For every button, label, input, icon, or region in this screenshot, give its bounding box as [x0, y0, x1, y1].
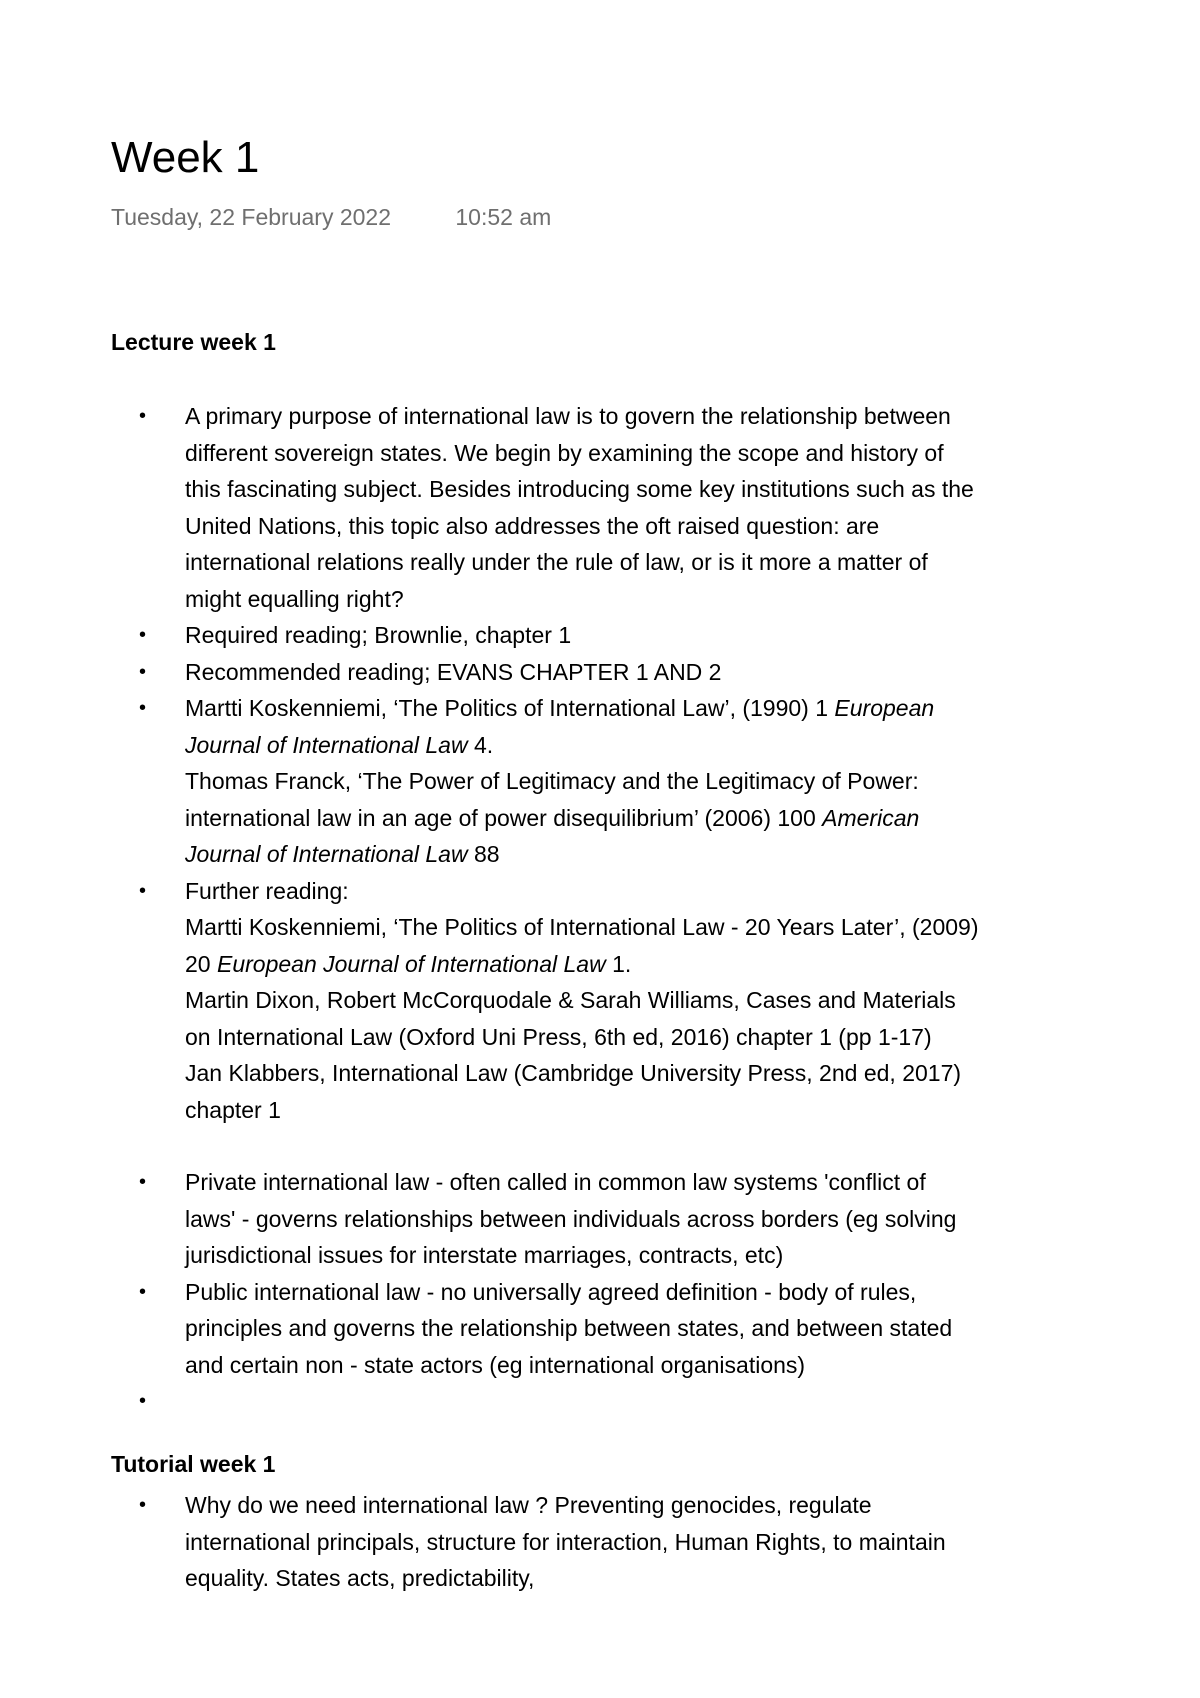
text-line: Further reading: [185, 877, 349, 904]
citation-text: Martti Koskenniemi, ‘The Politics of International Law’, (1990) 1 [185, 695, 835, 721]
text-line: United Nations, this topic also addresses the oft raised question: are [185, 512, 880, 539]
bullet-icon: • [139, 697, 147, 719]
text-line: Private international law - often called in common law systems 'conflict of [185, 1169, 926, 1195]
list-item-required-reading [111, 617, 1131, 654]
list-item-why-international-law [111, 1487, 1131, 1597]
list-item-koskenniemi [111, 690, 1131, 873]
text-line: Thomas Franck, ‘The Power of Legitimacy and the Legitimacy of Power: [185, 768, 919, 794]
list-item-recommended-reading [111, 654, 1131, 691]
text-line: Recommended reading; EVANS CHAPTER 1 AND 2 [185, 658, 722, 685]
text-line [185, 727, 1131, 764]
bullet-icon: • [139, 1494, 147, 1516]
text-line: Why do we need international law ? Preventing genocides, regulate [185, 1492, 872, 1518]
list-item-purpose [111, 398, 1131, 617]
bullet-icon: • [139, 660, 147, 683]
text-line: jurisdictional issues for interstate marriages, contracts, etc) [185, 1242, 784, 1268]
page-title: Week 1 [111, 133, 260, 182]
citation-text: international law in an age of power disequilibrium’ (2006) 100 [185, 804, 823, 831]
text-line: might equalling right? [185, 585, 404, 612]
tutorial-bullet-list [111, 1487, 1131, 1597]
journal-title: Journal of International Law [185, 841, 468, 867]
text-line: different sovereign states. We begin by examining the scope and history of [185, 439, 944, 466]
journal-title: European [834, 695, 935, 721]
bullet-icon: • [139, 405, 147, 427]
note-page [111, 0, 1131, 1698]
citation-text: 88 [467, 841, 500, 867]
text-line [185, 690, 1131, 727]
list-item-further-reading [111, 873, 1131, 1129]
text-line [185, 800, 1131, 837]
text-line: laws' - governs relationships between individuals across borders (eg solving [185, 1205, 957, 1232]
citation-text: 1. [605, 950, 632, 977]
bullet-icon: • [139, 1390, 147, 1412]
tutorial-heading: Tutorial week 1 [111, 1451, 276, 1477]
bullet-icon: • [139, 624, 147, 646]
list-item-public-law [111, 1274, 1131, 1384]
text-line [185, 836, 1131, 873]
text-line: on International Law (Oxford Uni Press, 6th ed, 2016) chapter 1 (pp 1-17) [185, 1023, 932, 1050]
citation-text: 4. [467, 731, 494, 758]
text-line: equality. States acts, predictability, [185, 1565, 535, 1591]
page-meta [111, 204, 551, 232]
text-line: international principals, structure for interaction, Human Rights, to maintain [185, 1528, 946, 1555]
text-line: international relations really under the rule of law, or is it more a matter of [185, 549, 928, 575]
text-line: Martti Koskenniemi, ‘The Politics of International Law - 20 Years Later’, (2009) [185, 914, 979, 940]
text-line: A primary purpose of international law is to govern the relationship between [185, 403, 951, 429]
text-line: Public international law - no universally agreed definition - body of rules, [185, 1278, 917, 1305]
list-item-private-law [111, 1164, 1131, 1274]
journal-title: American [822, 804, 920, 831]
bullet-icon: • [139, 1171, 147, 1193]
journal-title: European Journal of International Law [216, 950, 606, 977]
text-line: chapter 1 [185, 1096, 281, 1123]
journal-title: Journal of International Law [185, 731, 468, 758]
page-time: 10:52 am [455, 204, 552, 230]
bullet-icon: • [139, 879, 147, 902]
citation-text: 20 [185, 950, 217, 977]
lecture-bullet-list [111, 398, 1131, 1420]
text-line: principles and governs the relationship between states, and between stated [185, 1315, 953, 1341]
text-line: Jan Klabbers, International Law (Cambridge University Press, 2nd ed, 2017) [185, 1060, 962, 1086]
page-date: Tuesday, 22 February 2022 [111, 204, 391, 230]
text-line: Martin Dixon, Robert McCorquodale & Sarah Williams, Cases and Materials [185, 987, 956, 1013]
lecture-heading: Lecture week 1 [111, 329, 276, 355]
text-line [185, 946, 1131, 983]
list-item-empty[interactable] [111, 1383, 1131, 1420]
text-line: this fascinating subject. Besides introducing some key institutions such as the [185, 476, 974, 502]
bullet-icon: • [139, 1280, 147, 1303]
text-line: Required reading; Brownlie, chapter 1 [185, 622, 572, 648]
text-line: and certain non - state actors (eg international organisations) [185, 1351, 806, 1378]
